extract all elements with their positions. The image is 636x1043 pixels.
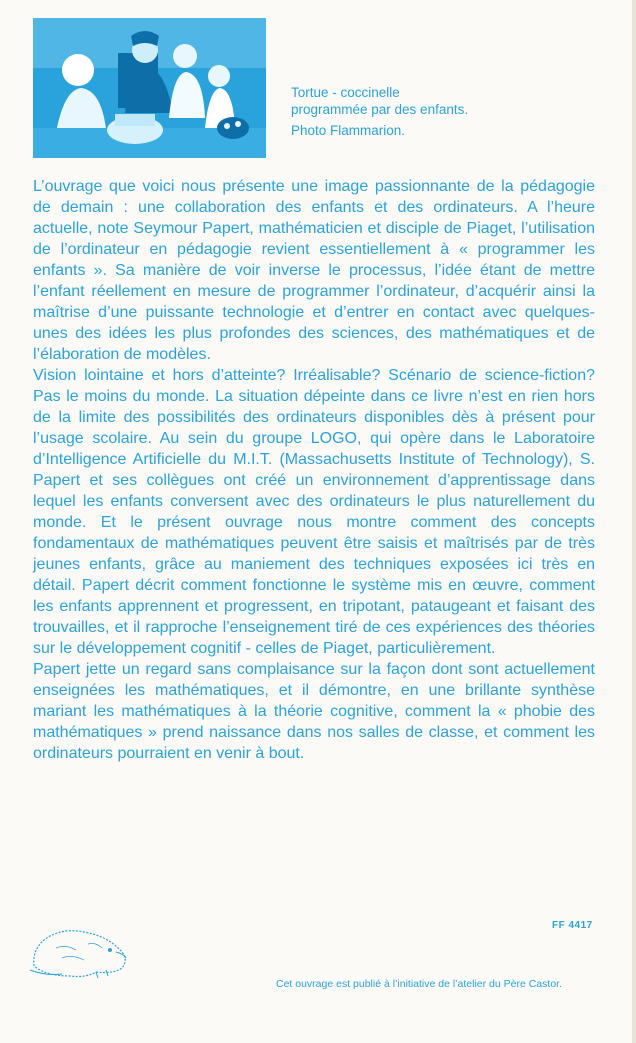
catalogue-number: FF 4417: [552, 920, 593, 931]
photo-caption: [291, 84, 468, 139]
blurb-paragraph: Papert jette un regard sans complaisance sur la façon dont sont actuellement enseignées les mathématiques, et il démontre, en une brillante synthèse mariant les mathématiques à la théorie cognitive, comment la « phobie des mathématiques » prend naissance dans nos salles de classe, et comment les ordinateurs pourraient en venir à bout.: [33, 661, 595, 762]
publisher-note: Cet ouvrage est publié à l’initiative de l’atelier du Père Castor.: [276, 978, 562, 990]
caption-line: programmée par des enfants.: [291, 102, 469, 117]
blurb-paragraph: L’ouvrage que voici nous présente une image passionnante de la pédagogie de demain : une collaboration des enfants et des ordinateurs. A l’heure actuelle, note Seymour Papert, mathématicien et disciple de Piaget, l’utilisation de l’ordinateur en pédagogie revient essentiellement à « programmer les enfants ». Sa manière de voir inverse le processus, l’idée étant de mettre l’enfant réellement en mesure de programmer l’ordinateur, d’acquérir ainsi la maîtrise d’une puissante technologie et d’entrer en contact avec quelques-unes des idées les plus profondes des sciences, des mathématiques et de l’élaboration de modèles.: [33, 178, 595, 363]
photo-credit: Photo Flammarion.: [291, 123, 406, 138]
back-cover-blurb: [33, 176, 595, 764]
beaver-logo-icon: [26, 918, 136, 980]
page-edge: [632, 0, 636, 1043]
caption-line: Tortue - coccinelle: [291, 85, 400, 100]
cover-photo: [33, 18, 266, 158]
blurb-paragraph: Vision lointaine et hors d’atteinte? Irréalisable? Scénario de science-fiction? Pas le moins du monde. La situation dépeinte dans ce livre n’est en rien hors de la limite des possibilités des ordinateurs disponibles dès à présent pour l’usage scolaire. Au sein du groupe LOGO, qui opère dans le Laboratoire d’Intelligence Artificielle du M.I.T. (Massachusetts Institute of Technology), S. Papert et ses collègues ont créé un environnement d’apprentissage dans lequel les enfants conversent avec des ordinateurs le plus naturellement du monde. Et le présent ouvrage nous montre comment des concepts fondamentaux de mathématiques peuvent être saisis et maîtrisés par de très jeunes enfants, grâce au maniement des techniques exposées ici très en détail. Papert décrit comment fonctionne le système mis en œuvre, comment les enfants apprennent et progressent, en tripotant, pataugeant et faisant des trouvailles, et il rapproche l’enseignement tiré de ces expériences des théories sur le développement cognitif - celles de Piaget, particulièrement.: [33, 367, 595, 657]
